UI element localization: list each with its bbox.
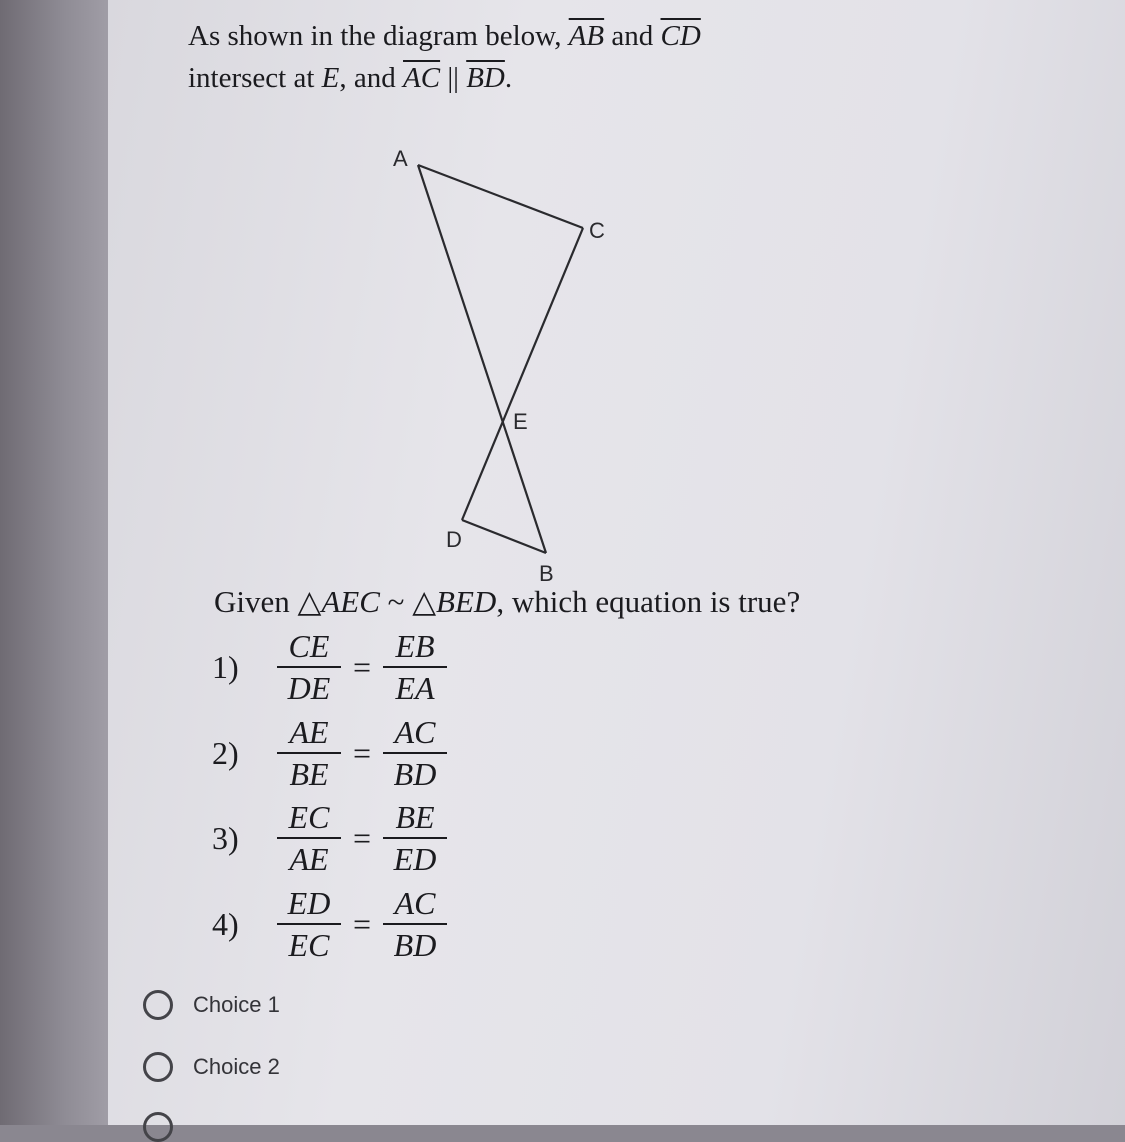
numerator: ED bbox=[287, 885, 331, 921]
fraction-left bbox=[276, 714, 342, 792]
point-e: E bbox=[321, 62, 340, 94]
parallel-symbol: || bbox=[447, 62, 459, 94]
radio-button[interactable] bbox=[143, 1052, 173, 1082]
fraction-right bbox=[382, 799, 448, 877]
denominator: AE bbox=[289, 841, 329, 877]
label-b: B bbox=[539, 561, 554, 586]
choice-2[interactable] bbox=[143, 1052, 280, 1082]
question-given: Given bbox=[214, 584, 290, 619]
label-a: A bbox=[393, 146, 408, 171]
choice-label[interactable]: Choice 2 bbox=[193, 1054, 280, 1079]
radio-button[interactable] bbox=[143, 990, 173, 1020]
triangle-symbol-1: △ bbox=[297, 584, 322, 619]
segment-cd-line bbox=[462, 228, 583, 520]
denominator: EC bbox=[288, 927, 330, 963]
fraction-left bbox=[276, 799, 342, 877]
fraction-right bbox=[382, 628, 448, 706]
numerator: AE bbox=[289, 714, 329, 750]
segment-ab-line bbox=[418, 165, 546, 553]
segment-ac-line bbox=[418, 165, 583, 228]
option-2 bbox=[212, 714, 448, 792]
equals-sign: = bbox=[352, 905, 372, 942]
fraction-left bbox=[276, 885, 342, 963]
segment-ab: $\overline{AB}$ bbox=[568, 20, 605, 52]
triangle-symbol-2: △ bbox=[412, 584, 437, 619]
question-tail: , which equation is true? bbox=[496, 584, 801, 619]
segment-bd: $\overline{BD}$ bbox=[466, 62, 505, 94]
option-number: 3) bbox=[212, 819, 239, 856]
label-c: C bbox=[589, 218, 605, 243]
intro-period: . bbox=[504, 62, 513, 94]
intro-text-2: intersect at bbox=[188, 62, 315, 94]
option-number: 4) bbox=[212, 905, 239, 942]
choice-3-partial[interactable] bbox=[143, 1112, 193, 1142]
option-4 bbox=[212, 885, 448, 963]
denominator: BE bbox=[289, 756, 329, 792]
denominator: BD bbox=[393, 756, 437, 792]
denominator: DE bbox=[287, 670, 331, 706]
option-number: 1) bbox=[212, 648, 239, 685]
choice-1[interactable] bbox=[143, 990, 280, 1020]
triangle-bed: BED bbox=[436, 584, 497, 619]
fraction-left bbox=[276, 628, 342, 706]
label-d: D bbox=[446, 527, 462, 552]
fraction-right bbox=[382, 714, 448, 792]
choice-label[interactable]: Choice 1 bbox=[193, 992, 280, 1017]
intro-and-2: , and bbox=[339, 62, 396, 94]
similar-symbol: ~ bbox=[387, 584, 405, 619]
triangle-aec: AEC bbox=[321, 584, 380, 619]
numerator: EB bbox=[395, 628, 435, 664]
denominator: BD bbox=[393, 927, 437, 963]
question-text bbox=[214, 584, 800, 620]
segment-ac: $\overline{AC}$ bbox=[403, 62, 441, 94]
numerator: AC bbox=[394, 885, 436, 921]
denominator: ED bbox=[393, 841, 437, 877]
denominator: EA bbox=[395, 670, 435, 706]
label-e: E bbox=[513, 409, 528, 434]
equals-sign: = bbox=[352, 648, 372, 685]
intro-and: and bbox=[611, 20, 654, 52]
equals-sign: = bbox=[352, 819, 372, 856]
fraction-right bbox=[382, 885, 448, 963]
segment-bd-line bbox=[462, 520, 546, 553]
numerator: CE bbox=[288, 628, 330, 664]
numerator: BE bbox=[395, 799, 435, 835]
option-3 bbox=[212, 799, 448, 877]
numerator: AC bbox=[394, 714, 436, 750]
radio-button[interactable] bbox=[143, 1112, 173, 1142]
option-1 bbox=[212, 628, 448, 706]
equals-sign: = bbox=[352, 734, 372, 771]
option-number: 2) bbox=[212, 734, 239, 771]
numerator: EC bbox=[288, 799, 330, 835]
intro-text: As shown in the diagram below, bbox=[188, 20, 562, 52]
segment-cd: $\overline{CD}$ bbox=[660, 20, 701, 52]
